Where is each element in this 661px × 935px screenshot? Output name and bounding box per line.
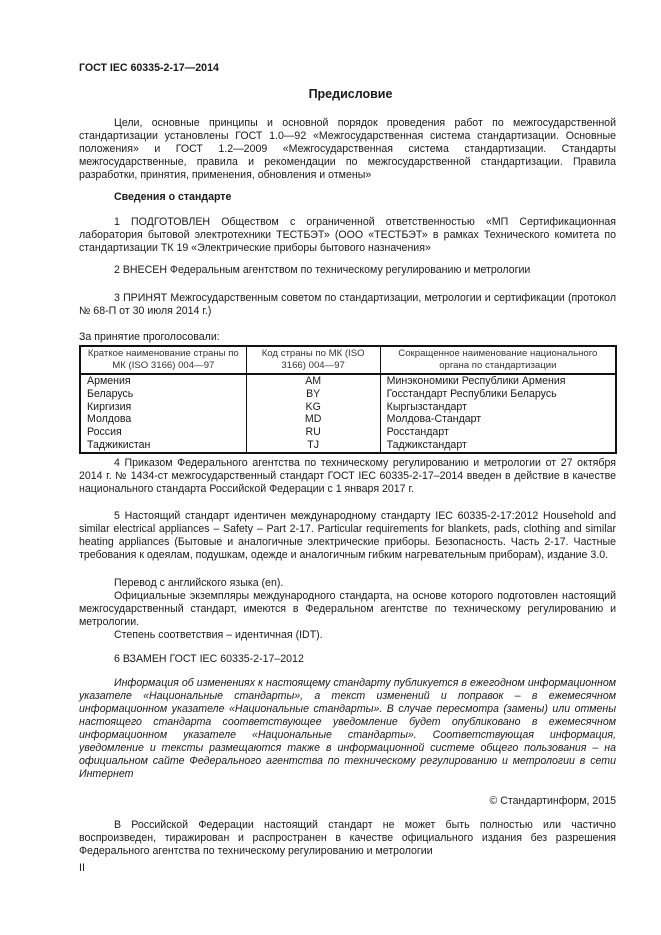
cell-country: Молдова bbox=[80, 413, 246, 426]
table-row bbox=[80, 413, 616, 426]
cell-country: Беларусь bbox=[80, 388, 246, 401]
item-1: 1 ПОДГОТОВЛЕН Обществом с ограниченной ответственностью «МП Сертификационная лаборатория бытовой электротехники ТЕСТБЭТ» (ООО «ТЕСТБЭТ» в рамках Технического комитета по стандартизации ТК 19 «Электрические приборы бытового назначения» bbox=[79, 216, 616, 254]
cell-code: MD bbox=[246, 413, 380, 426]
table-header-body: Сокращенное наименование национального органа по стандартизации bbox=[380, 346, 616, 374]
translation-note: Перевод с английского языка (en). bbox=[114, 577, 284, 589]
document-header: ГОСТ IEC 60335-2-17—2014 bbox=[79, 62, 219, 74]
legal-notice: В Российской Федерации настоящий стандарт не может быть полностью или частично воспроизведен, тиражирован и распространен в качестве официального издания без разрешения Федерального агентства по техническому регулированию и метрологии bbox=[79, 819, 616, 857]
cell-code: KG bbox=[246, 401, 380, 414]
cell-country: Таджикистан bbox=[80, 439, 246, 453]
page-title: Предисловие bbox=[308, 87, 393, 101]
item-2: 2 ВНЕСЕН Федеральным агентством по техническому регулированию и метрологии bbox=[114, 264, 531, 276]
info-notice: Информация об изменениях к настоящему стандарту публикуется в ежегодном информационном указателе «Национальные стандарты», а текст изменений и поправок – в ежемесячном информационном указателе «Национальные стандарты». В случае пересмотра (замены) или отмены настоящего стандарта соответствующее уведомление будет опубликовано в ежемесячном информационном указателе «Национальные стандарты». Соответствующая информация, уведомление и тексты размещаются также в информационной системе общего пользования – на официальном сайте Федерального агентства по техническому регулированию и метрологии в сети Интернет bbox=[79, 677, 616, 780]
cell-body: Молдова-Стандарт bbox=[380, 413, 616, 426]
cell-code: TJ bbox=[246, 439, 380, 453]
cell-country: Армения bbox=[80, 374, 246, 388]
table-row bbox=[80, 388, 616, 401]
table-row bbox=[80, 401, 616, 414]
cell-code: BY bbox=[246, 388, 380, 401]
cell-body: Росстандарт bbox=[380, 426, 616, 439]
section-heading: Сведения о стандарте bbox=[114, 191, 232, 203]
item-3: 3 ПРИНЯТ Межгосударственным советом по стандартизации, метрологии и сертификации (протокол № 68-П от 30 июля 2014 г.) bbox=[79, 292, 616, 317]
conformity-note: Степень соответствия – идентичная (IDT). bbox=[114, 629, 323, 641]
item-6: 6 ВЗАМЕН ГОСТ IEC 60335-2-17–2012 bbox=[114, 653, 304, 665]
table-row bbox=[80, 439, 616, 453]
copyright: © Стандартинформ, 2015 bbox=[489, 795, 616, 807]
table-header-country: Краткое наименование страны по МК (ISO 3166) 004—97 bbox=[80, 346, 246, 374]
cell-country: Киргизия bbox=[80, 401, 246, 414]
intro-paragraph: Цели, основные принципы и основной порядок проведения работ по межгосударственной стандартизации установлены ГОСТ 1.0—92 «Межгосударственная система стандартизации. Основные положения» и ГОСТ 1.2—2009 «Межгосударственная система стандартизации. Стандарты межгосударственные, правила и рекомендации по межгосударственной стандартизации. Правила разработки, принятия, применения, обновления и отмены» bbox=[79, 117, 616, 181]
cell-body: Госстандарт Республики Беларусь bbox=[380, 388, 616, 401]
table-header-code: Код страны по МК (ISO 3166) 004—97 bbox=[246, 346, 380, 374]
cell-code: AM bbox=[246, 374, 380, 388]
table-row bbox=[80, 374, 616, 388]
cell-body: Кыргызстандарт bbox=[380, 401, 616, 414]
page-number: II bbox=[79, 862, 85, 874]
cell-code: RU bbox=[246, 426, 380, 439]
table-row bbox=[80, 426, 616, 439]
voting-countries-table bbox=[79, 345, 617, 454]
table-caption: За принятие проголосовали: bbox=[79, 331, 220, 343]
item-4: 4 Приказом Федерального агентства по техническому регулированию и метрологии от 27 октября 2014 г. № 1434-ст межгосударственный стандарт ГОСТ IEC 60335-2-17–2014 введен в действие в качестве национального стандарта Российской Федерации с 1 января 2017 г. bbox=[79, 457, 616, 495]
item-5: 5 Настоящий стандарт идентичен международному стандарту IEC 60335-2-17:2012 Household and similar electrical appliances – Safety – Part 2-17. Particular requirements for blankets, pads, clothing and similar heating appliances (Бытовые и аналогичные электрические приборы. Безопасность. Часть 2-17. Частные требования к одеялам, подушкам, одежде и аналогичным гибким нагревательным приборам), издание 3.0. bbox=[79, 510, 616, 561]
cell-body: Минэкономики Республики Армения bbox=[380, 374, 616, 388]
cell-country: Россия bbox=[80, 426, 246, 439]
official-copies-note: Официальные экземпляры международного стандарта, на основе которого подготовлен настоящий межгосударственный стандарт, имеются в Федеральном агентстве по техническому регулированию и метрологии. bbox=[79, 590, 616, 628]
cell-body: Таджикстандарт bbox=[380, 439, 616, 453]
